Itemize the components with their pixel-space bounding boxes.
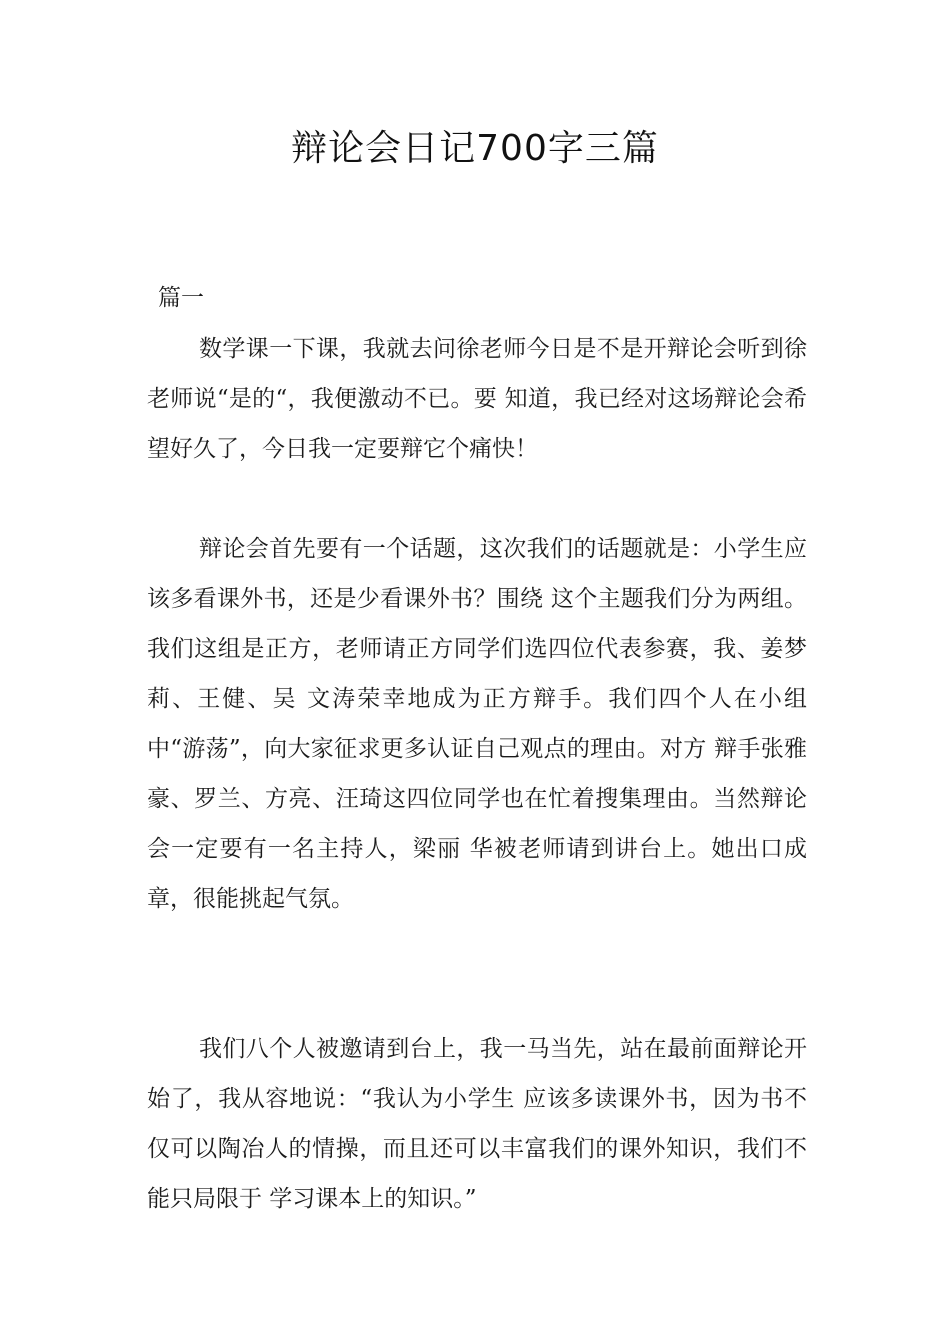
body-paragraph-1: 数学课一下课，我就去问徐老师今日是不是开辩论会听到徐老师说“是的“，我便激动不已。要 知道，我已经对这场辩论会希望好久了，今日我一定要辩它个痛快！ [147,336,807,462]
document-title: 辩论会日记700字三篇 [291,128,659,169]
body-paragraph-2: 辩论会首先要有一个话题，这次我们的话题就是：小学生应该多看课外书，还是少看课外书？围绕 这个主题我们分为两组。我们这组是正方，老师请正方同学们选四位代表参赛，我、姜梦莉、王健、吴 文涛荣幸地成为正方辩手。我们四个人在小组中“游荡”，向大家征求更多认证自己观点的理由。对方 辩手张雅豪、罗兰、方亮、汪琦这四位同学也在忙着搜集理由。当然辩论会一定要有一名主持人，梁丽 华被老师请到讲台上。她出口成章，很能挑起气氛。 [147,536,807,912]
section-label: 篇一 [158,285,204,311]
body-paragraph-3: 我们八个人被邀请到台上，我一马当先，站在最前面辩论开始了，我从容地说：“我认为小学生 应该多读课外书，因为书不仅可以陶冶人的情操，而且还可以丰富我们的课外知识，我们不能只局限于 学习课本上的知识。” [147,1036,807,1212]
